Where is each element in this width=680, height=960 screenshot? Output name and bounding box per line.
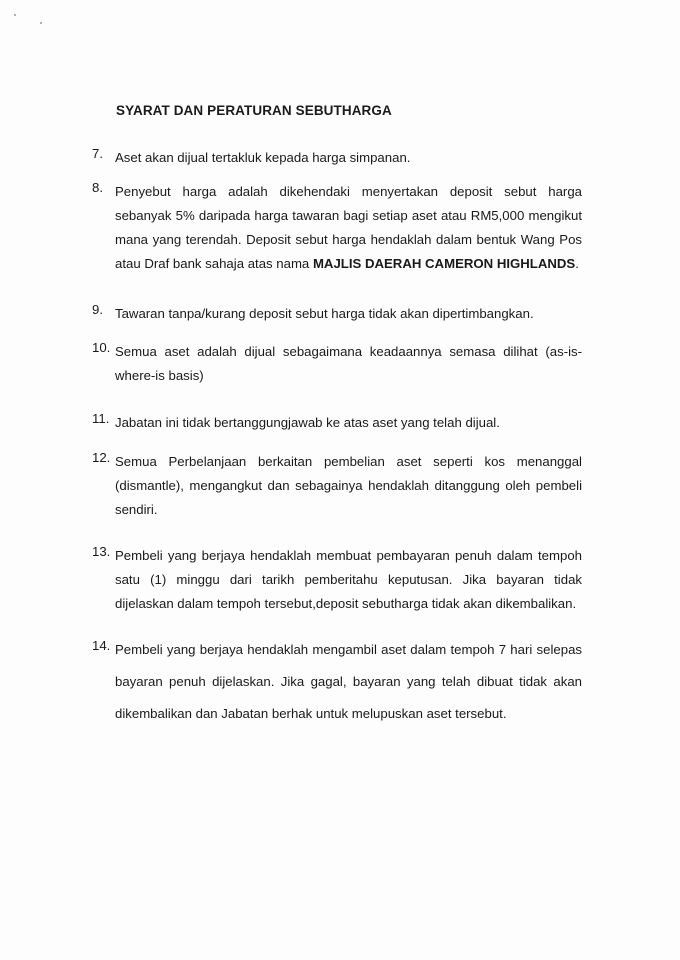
clause-number: 13. <box>92 544 111 559</box>
clause-number: 11. <box>92 411 110 426</box>
clause-text-suffix: . <box>575 256 579 271</box>
clause-7 <box>92 146 582 170</box>
document-title: SYARAT DAN PERATURAN SEBUTHARGA <box>116 103 392 118</box>
clause-12 <box>92 450 582 522</box>
clause-text-main: Penyebut harga adalah dikehendaki menyertakan deposit sebut harga sebanyak 5% daripada harga tawaran bagi setiap aset atau RM5,000 mengikut mana yang terendah. Deposit sebut harga hendaklah dalam bentuk Wang Pos atau Draf bank sahaja atas nama <box>115 184 582 271</box>
clause-13 <box>92 544 582 616</box>
clause-11 <box>92 411 582 435</box>
clause-number: 12. <box>92 450 111 465</box>
clause-text: Tawaran tanpa/kurang deposit sebut harga tidak akan dipertimbangkan. <box>115 306 534 321</box>
clause-text: Pembeli yang berjaya hendaklah mengambil aset dalam tempoh 7 hari selepas bayaran penuh dijelaskan. Jika gagal, bayaran yang telah dibuat tidak akan dikembalikan dan Jabatan berhak untuk melupuskan aset tersebut. <box>115 642 582 721</box>
clause-9 <box>92 302 582 326</box>
council-name: MAJLIS DAERAH CAMERON HIGHLANDS <box>312 256 576 271</box>
clause-14 <box>92 634 582 730</box>
clause-number: 8. <box>92 180 103 195</box>
clause-number: 14. <box>92 638 111 653</box>
scan-speck <box>14 14 16 16</box>
clause-number: 7. <box>92 146 103 161</box>
clause-text: Semua Perbelanjaan berkaitan pembelian aset seperti kos menanggal (dismantle), mengangkut dan sebagainya hendaklah ditanggung oleh pembeli sendiri. <box>115 454 582 517</box>
clause-text: Jabatan ini tidak bertanggungjawab ke atas aset yang telah dijual. <box>115 415 500 430</box>
clause-number: 10. <box>92 340 111 355</box>
clause-number: 9. <box>92 302 103 317</box>
clause-text: Pembeli yang berjaya hendaklah membuat pembayaran penuh dalam tempoh satu (1) minggu dari tarikh pemberitahu keputusan. Jika bayaran tidak dijelaskan dalam tempoh tersebut,deposit sebutharga tidak akan dikembalikan. <box>115 548 582 611</box>
clause-text: Semua aset adalah dijual sebagaimana keadaannya semasa dilihat (as-is-where-is basis) <box>115 344 582 383</box>
clause-text: Aset akan dijual tertakluk kepada harga simpanan. <box>115 150 411 165</box>
clause-8 <box>92 180 582 276</box>
clause-text <box>115 180 582 276</box>
clause-10 <box>92 340 582 388</box>
scan-speck <box>40 22 42 24</box>
